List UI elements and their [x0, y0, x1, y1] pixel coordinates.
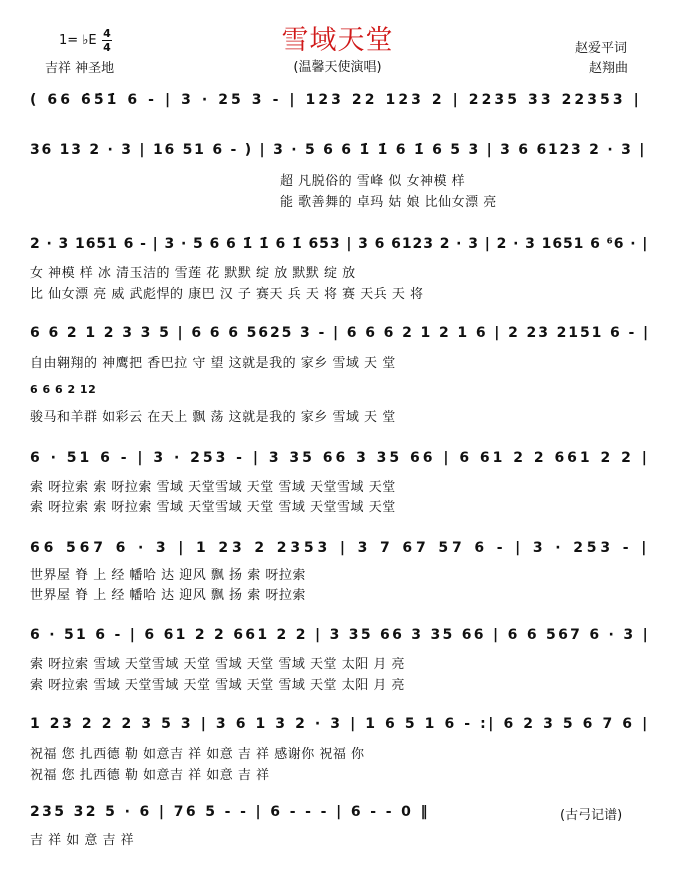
lyric-text: 吉 祥 如 意 吉 祥	[30, 833, 135, 848]
time-signature-bottom: 4	[103, 41, 111, 54]
lyric-text: 祝福 您 扎西德 勒 如意吉 祥 如意 吉 祥 感谢你 祝福 你	[30, 747, 365, 762]
notation-text: 66 567 6 · 3 | 1 23 2 2353 | 3 7 67 57 6 - | 3 · 253 - |	[30, 540, 651, 556]
notation-text: 2 · 3 1651 6 - | 3 · 5 6 6 1̇ 1̇ 6 1̇ 653 | 3 6 6123 2 · 3 | 2 · 3 1651 6 ⁶6 · |	[30, 236, 649, 252]
tempo-expression: 吉祥 神圣地	[45, 61, 115, 76]
lyric-text: 索 呀拉索 索 呀拉索 雪域 天堂雪域 天堂 雪域 天堂雪域 天堂	[30, 480, 396, 495]
lyric-text: 骏马和羊群 如彩云 在天上 飘 荡 这就是我的 家乡 雪域 天 堂	[30, 410, 396, 425]
notation-text: 235 32 5 · 6 | 76 5 - - | 6 - - - | 6 - - 0 ‖	[30, 804, 430, 820]
lyric-text: 比 仙女漂 亮 威 武彪悍的 康巴 汉 子 赛天 兵 天 将 赛 天兵 天 将	[30, 287, 424, 302]
lyric-text: 能 歌善舞的 卓玛 姑 娘 比仙女漂 亮	[280, 195, 497, 210]
lyric-line	[30, 674, 655, 693]
notation-text: ( 66 6̇5̇1̇ 6 - | 3 · 25 3 - | 123 22 123 2 | 2235 33 22353 |	[30, 92, 642, 108]
notation-line	[30, 450, 650, 466]
notation-text: 6 · 51 6 - | 6 61 2 2 661 2 2 | 3 35 66 3 35 66 | 6 6 567 6 · 3 |	[30, 627, 650, 643]
lyric-text: 女 神模 样 冰 清玉洁的 雪莲 花 默默 绽 放 默默 绽 放	[30, 266, 356, 281]
notation-line	[30, 716, 650, 732]
lyric-line	[30, 496, 655, 515]
transcriber-credit: (古弓记谱)	[560, 808, 623, 823]
lyric-text: 超 凡脱俗的 雪峰 似 女神模 样	[280, 174, 466, 189]
lyric-text: 索 呀拉索 索 呀拉索 雪域 天堂雪域 天堂 雪域 天堂雪域 天堂	[30, 500, 396, 515]
notation-text: 36 13 2 · 3 | 16 51 6 - ) | 3 · 5 6 6 1̇ 1̇ 6 1̇ 6 5 3 | 3 6 6123 2 · 3 |	[30, 142, 647, 158]
lyric-line	[30, 406, 655, 425]
notation-text: 6 6 2 1 2 3 3 5 | 6 6 6 5625 3 - | 6 6 6 2 1 2 1 6 | 2 23 2151 6 - |	[30, 325, 651, 341]
notation-text: 6 · 51 6 - | 3 · 253 - | 3 35 66 3 35 66 | 6 61 2 2 661 2 2 |	[30, 450, 650, 466]
notation-text: 6 6 6 2 12	[30, 383, 97, 396]
notation-line	[30, 383, 655, 396]
lyric-text: 祝福 您 扎西德 勒 如意吉 祥 如意 吉 祥	[30, 768, 270, 783]
notation-line	[30, 325, 650, 341]
composer-credit: 赵翔曲	[589, 61, 629, 76]
lyric-line	[30, 352, 655, 371]
lyric-line	[30, 170, 655, 189]
notation-line	[30, 142, 650, 158]
lyric-line	[30, 564, 655, 583]
lyric-line	[30, 262, 655, 281]
lyric-text: 索 呀拉索 雪域 天堂雪域 天堂 雪域 天堂 雪域 天堂 太阳 月 亮	[30, 657, 405, 672]
page-title: 雪域天堂	[281, 25, 394, 56]
lyric-line	[30, 584, 655, 603]
notation-line	[30, 92, 650, 108]
performer-subtitle: (温馨天使演唱)	[293, 60, 382, 75]
notation-text: 1 23 2 2 2 3 5 3 | 3 6 1 3 2 · 3 | 1 6 5 1 6 - :| 6 2 3 5 6 7 6 |	[30, 716, 650, 732]
lyric-line	[30, 191, 655, 210]
lyric-line	[30, 283, 655, 302]
lyric-text: 世界屋 脊 上 经 幡哈 达 迎风 飘 扬 索 呀拉索	[30, 568, 306, 583]
notation-line	[30, 236, 650, 252]
lyric-line	[30, 764, 655, 783]
time-signature-top: 4	[103, 27, 111, 40]
time-signature	[102, 28, 112, 53]
lyricist-credit: 赵爱平词	[575, 41, 628, 56]
lyric-line	[30, 653, 655, 672]
lyric-text: 世界屋 脊 上 经 幡哈 达 迎风 飘 扬 索 呀拉索	[30, 588, 306, 603]
notation-line	[30, 627, 650, 643]
lyric-text: 索 呀拉索 雪域 天堂雪域 天堂 雪域 天堂 雪域 天堂 太阳 月 亮	[30, 678, 405, 693]
lyric-line	[30, 743, 655, 762]
key-signature: 1= ♭E	[59, 33, 97, 48]
notation-line	[30, 540, 650, 556]
lyric-text: 自由翱翔的 神鹰把 香巴拉 守 望 这就是我的 家乡 雪域 天 堂	[30, 356, 396, 371]
lyric-line	[30, 476, 655, 495]
lyric-line	[30, 829, 655, 848]
notation-line	[30, 804, 430, 820]
